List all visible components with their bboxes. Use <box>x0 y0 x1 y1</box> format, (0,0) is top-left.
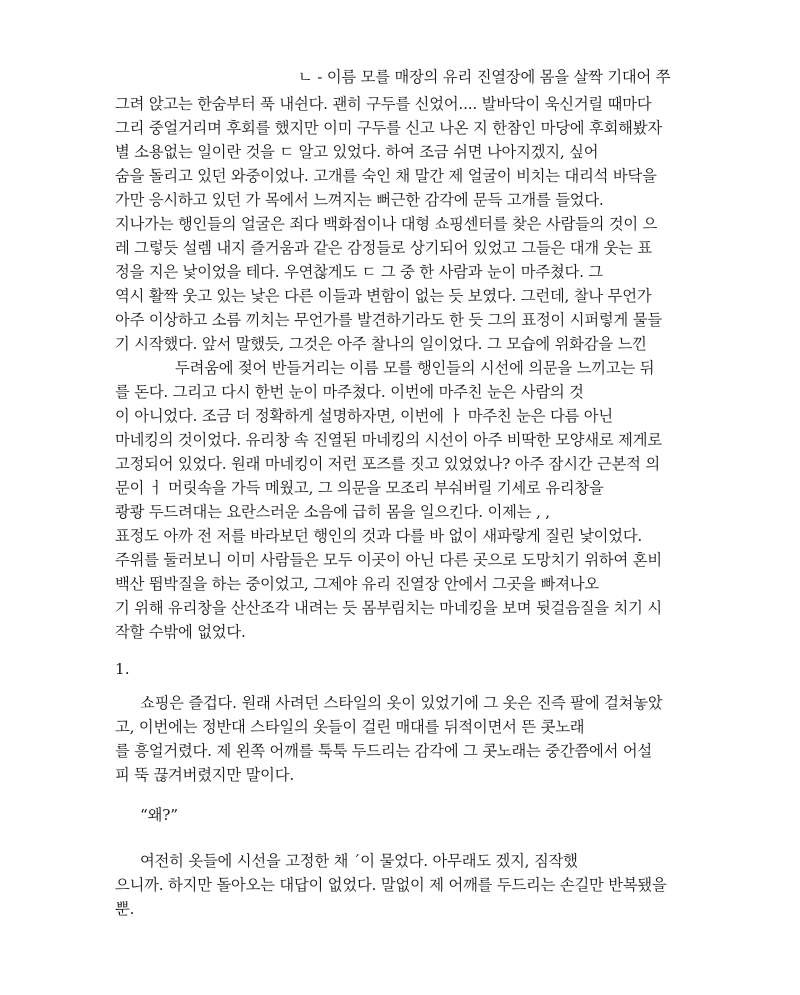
text-line: 그려 앉고는 한숨부터 푹 내쉰다. 괜히 구두를 신었어.... 발바닥이 욱신거릴 때마다 <box>115 95 652 113</box>
text-line: 숨을 돌리고 있던 와중이었나. 고개를 숙인 채 말간 제 얼굴이 비치는 대리석 바닥을 <box>115 167 657 185</box>
text-line: 표정도 아까 전 저를 바라보던 행인의 것과 다를 바 없이 새파랗게 질린 낯이었다. <box>115 527 643 545</box>
text-line: 이 아니었다. 조금 더 정확하게 설명하자면, 이번에 ㅏ 마주친 눈은 다름 아닌 <box>115 407 613 425</box>
text-line: 백산 뜀박질을 하는 중이었고, 그제야 유리 진열장 안에서 그곳을 빠져나오 <box>115 575 599 593</box>
text-line: 를 돈다. 그리고 다시 한번 눈이 마주쳤다. 이번에 마주친 눈은 사람의 것 <box>115 383 584 401</box>
text-line: ㄴ - 이름 모를 매장의 유리 진열장에 몸을 살짝 기대어 쭈 <box>298 68 671 86</box>
text-line: 그리 중얼거리며 후회를 했지만 이미 구두를 신고 나온 지 한참인 마당에 후회해봤자 <box>115 119 662 137</box>
text-line: 문이 ㅓ 머릿속을 가득 메웠고, 그 의문을 모조리 부숴버릴 기세로 유리창을 <box>115 479 604 497</box>
text-line: 으니까. 하지만 돌아오는 대답이 없었다. 말없이 제 어깨를 두드리는 손길만 반복됐을 <box>115 876 667 894</box>
text-line: 쇼핑은 즐겁다. 원래 사려던 스타일의 옷이 있었기에 그 옷은 진즉 팔에 걸쳐놓았 <box>140 694 663 712</box>
text-line: 쾅쾅 두드려대는 요란스러운 소음에 급히 몸을 일으킨다. 이제는 , , <box>115 503 550 521</box>
text-line: 정을 지은 낯이었을 테다. 우연찮게도 ㄷ 그 중 한 사람과 눈이 마주쳤다. 그 <box>115 263 604 281</box>
text-line: 작할 수밖에 없었다. <box>115 623 246 641</box>
text-line: 고, 이번에는 정반대 스타일의 옷들이 걸린 매대를 뒤적이면서 뜬 콧노래 <box>115 718 585 736</box>
text-line: 뿐. <box>115 900 135 918</box>
text-line: 아주 이상하고 소름 끼치는 무언가를 발견하기라도 한 듯 그의 표정이 시퍼렇게 물들 <box>115 311 662 329</box>
text-line: 피 뚝 끊겨버렸지만 말이다. <box>115 766 294 784</box>
text-line: 지나가는 행인들의 얼굴은 죄다 백화점이나 대형 쇼핑센터를 찾은 사람들의 것이 으 <box>115 215 658 233</box>
text-line: 두려움에 젖어 반들거리는 이름 모를 행인들의 시선에 의문을 느끼고는 뒤 <box>175 359 655 377</box>
text-line: 가만 응시하고 있던 가 목에서 느껴지는 뻐근한 감각에 문득 고개를 들었다. <box>115 191 604 209</box>
text-line: 기 시작했다. 앞서 말했듯, 그것은 아주 찰나의 일이었다. 그 모습에 위화감을 느낀 <box>115 335 647 353</box>
text-line: 역시 활짝 웃고 있는 낯은 다른 이들과 변함이 없는 듯 보였다. 그런데, 찰나 무언가 <box>115 287 652 305</box>
text-line: 를 흥얼거렸다. 제 왼쪽 어깨를 툭툭 두드리는 감각에 그 콧노래는 중간쯤에서 어설 <box>115 742 652 760</box>
dialogue-line: “왜?” <box>140 806 178 824</box>
text-line: 마네킹의 것이었다. 유리창 속 진열된 마네킹의 시선이 아주 비딱한 모양새로 제게로 <box>115 431 662 449</box>
text-line: 주위를 둘러보니 이미 사람들은 모두 이곳이 아닌 다른 곳으로 도망치기 위하여 혼비 <box>115 551 662 569</box>
section-number: 1. <box>115 660 130 678</box>
text-line: 여전히 옷들에 시선을 고정한 채 ˊ이 물었다. 아무래도 겠지, 짐작했 <box>140 852 578 870</box>
text-line: 레 그렇듯 설렘 내지 즐거움과 같은 감정들로 상기되어 있었고 그들은 대개 웃는 표 <box>115 239 652 257</box>
text-line: 기 위해 유리창을 산산조각 내려는 듯 몸부림치는 마네킹을 보며 뒷걸음질을 치기 시 <box>115 599 662 617</box>
text-line: 고정되어 있었다. 원래 마네킹이 저런 포즈를 짓고 있었었나? 아주 잠시간 근본적 의 <box>115 455 660 473</box>
text-line: 별 소용없는 일이란 것을 ㄷ 알고 있었다. 하여 조금 쉬면 나아지겠지, 싶어 <box>115 143 599 161</box>
